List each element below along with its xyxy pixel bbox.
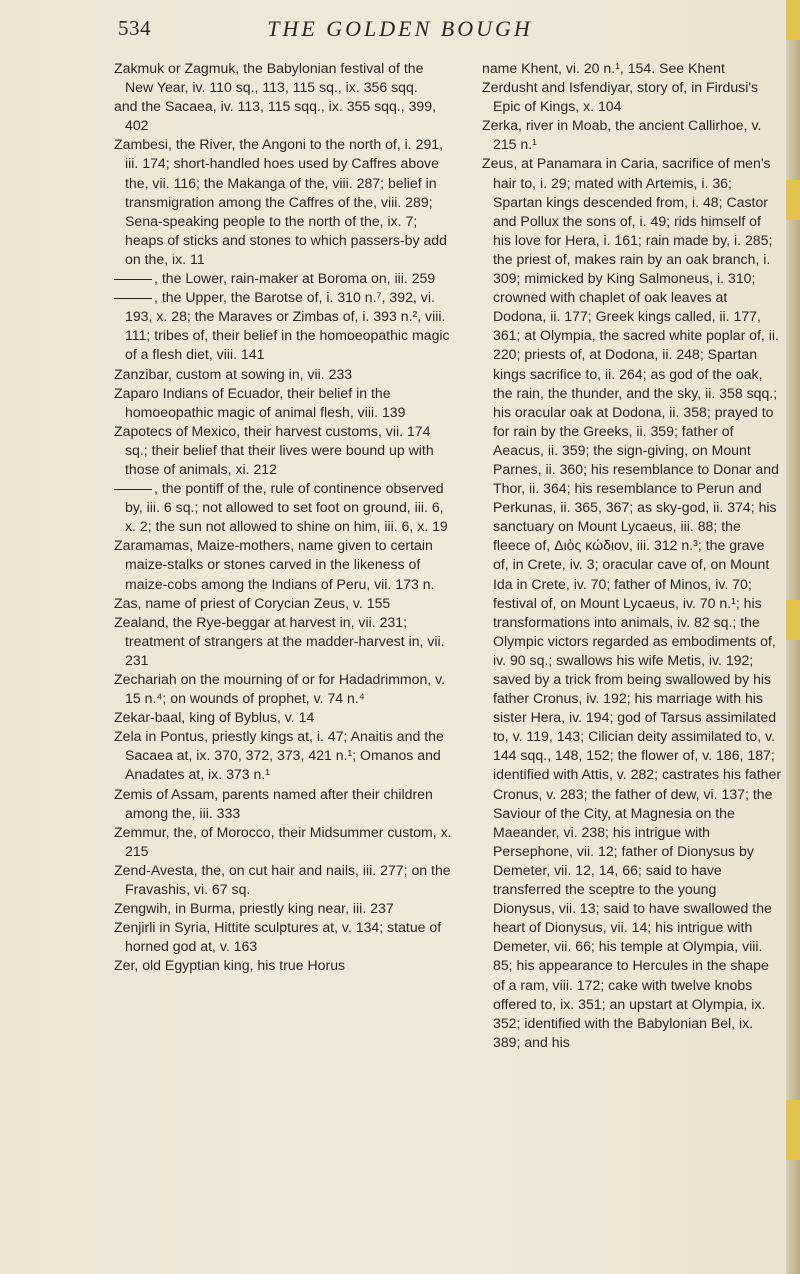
page-edge <box>786 0 800 1274</box>
index-entry-text: Zeus, at Panamara in Caria, sacrifice of men's hair to, i. 29; mated with Artemis, i. 36; Spartan kings descended from, i. 48; Castor and Pollux the sons of, i. 49; rids himself of his love for Hera, i. 161; rain made by, i. 285; the priest of, makes rain by an oak branch, i. 309; mimicked by King Salmoneus, i. 310; crowned with chaplet of oak leaves at Dodona, ii. 177; Greek kings called, ii. 177, 361; at Olympia, the sacred white poplar of, ii. 220; priests of, at Dodona, ii. 248; Spartan kings sacrifice to, ii. 264; as god of the oak, the rain, the thunder, and the sky, ii. 358 sqq.; his oracular oak at Dodona, ii. 358; prayed to for rain by the Greeks, ii. 359; father of Aeacus, ii. 359; the sign-giving, on Mount Parnes, ii. 360; his resemblance to Donar and Thor, ii. 364; his resemblance to Perun and Perkunas, ii. 365, 367; as sky-god, ii. 374; his sanctuary on Mount Lycaeus, iii. 88; the fleece of, Διὸς κώδιον, iii. 312 n.³; the grave of, in Crete, iv. 3; oracular cave of, on Mount Ida in Crete, iv. 70; father of Minos, iv. 70; festival of, on Mount Lycaeus, iv. 70 n.¹; his transformations into animals, iv. 82 sq.; the Olympic victors regarded as embodiments of, iv. 90 sq.; swallows his wife Metis, iv. 192; saved by a trick from being swallowed by his father Cronus, iv. 192; his marriage with his sister Hera, iv. 194; god of Tarsus assimilated to, v. 119, 143; Cilician deity assimilated to, v. 144 sqq., 148, 152; the flower of, v. 186, 187; identified with Attis, v. 282; castrates his father Cronus, v. 283; the father of dew, vi. 137; the Saviour of the City, at Magnesia on the Maeander, vi. 238; his intrigue with Persephone, vii. 12; father of Dionysus by Demeter, vii. 12, 14, 66; said to have transferred the sceptre to the young Dionysus, vii. 13; said to have swallowed the heart of Dionysus, vii. 14; his intrigue with Demeter, vii. 66; his temple at Olympia, viii. 85; his appearance to Hercules in the shape of a ram, viii. 172; cake with twelve knobs offered to, ix. 351; an upstart at Olympia, ix. 352; identified with the Babylonian Bel, ix. 389; and his <box>482 155 782 1050</box>
index-entry-text: Zambesi, the River, the Angoni to the north of, i. 291, iii. 174; short-handled hoes used by Caffres above the, vii. 116; the Makanga of the, viii. 287; belief in transmigration among the Caffres of the, viii. 289; Sena-speaking people to the north of the, ix. 7; heaps of sticks and stones to which passers-by add on the, ix. 11 <box>114 136 447 267</box>
index-entry <box>482 116 782 154</box>
index-entry <box>114 823 452 861</box>
index-entry <box>482 154 782 1051</box>
index-entry-text: Zerka, river in Moab, the ancient Callirhoe, v. 215 n.¹ <box>482 117 762 153</box>
index-entry-text: Zela in Pontus, priestly kings at, i. 47; Anaitis and the Sacaea at, ix. 370, 372, 373, 421 n.¹; Omanos and Anadates at, ix. 373 n.¹ <box>114 728 444 783</box>
index-entry-text: Zapotecs of Mexico, their harvest customs, vii. 174 sq.; their belief that their lives were bound up with those of animals, xi. 212 <box>114 422 434 477</box>
index-entry <box>114 594 452 613</box>
running-title: THE GOLDEN BOUGH <box>267 16 533 41</box>
index-entry <box>114 97 452 135</box>
index-entry <box>114 613 452 670</box>
index-entry-text: Zealand, the Rye-beggar at harvest in, vii. 231; treatment of strangers at the madder-harvest in, vii. 231 <box>114 613 445 668</box>
index-entry <box>114 384 452 422</box>
index-entry <box>114 536 452 593</box>
page-number: 534 <box>118 16 151 40</box>
index-entry-text: Zechariah on the mourning of or for Hadadrimmon, v. 15 n.⁴; on wounds of prophet, v. 74 n.⁴ <box>114 671 446 707</box>
index-entry <box>114 899 452 918</box>
index-entry <box>482 78 782 116</box>
index-entry <box>114 135 452 269</box>
index-entry-text: Zengwih, in Burma, priestly king near, iii. 237 <box>114 900 394 917</box>
index-column-left <box>114 59 452 976</box>
index-entry <box>114 365 452 384</box>
edge-tab-4 <box>786 1100 800 1160</box>
index-column-right <box>482 59 782 1052</box>
index-entry <box>114 861 452 899</box>
repeat-dash <box>114 298 152 299</box>
index-entry-text: Zakmuk or Zagmuk, the Babylonian festival of the New Year, iv. 110 sq., 113, 115 sq., ix. 356 sqq. <box>114 60 424 96</box>
index-entry <box>114 269 452 288</box>
index-entry-text: Zaparo Indians of Ecuador, their belief in the homoeopathic magic of animal flesh, viii. 139 <box>114 384 406 420</box>
page-header <box>0 16 800 46</box>
index-entry-text: Zemis of Assam, parents named after their children among the, iii. 333 <box>114 785 433 821</box>
index-entry <box>114 708 452 727</box>
index-entry-text: , the Upper, the Barotse of, i. 310 n.⁷, 392, vi. 193, x. 28; the Maraves or Zimbas of, i. 393 n.², viii. 111; tribes of, their belief in the homoeopathic magic of a flesh diet, viii. 141 <box>125 289 450 363</box>
index-entry-text: Zer, old Egyptian king, his true Horus <box>114 957 346 974</box>
index-entry-text: Zas, name of priest of Corycian Zeus, v. 155 <box>114 594 391 611</box>
index-entry <box>482 59 782 78</box>
index-entry <box>114 59 452 97</box>
repeat-dash <box>114 279 152 280</box>
edge-tab-3 <box>786 600 800 640</box>
index-entry <box>114 956 452 975</box>
repeat-dash <box>114 489 152 490</box>
index-entry-text: and the Sacaea, iv. 113, 115 sqq., ix. 355 sqq., 399, 402 <box>114 98 437 134</box>
index-entry <box>114 727 452 784</box>
index-entry <box>114 422 452 479</box>
index-entry <box>114 670 452 708</box>
index-entry <box>114 479 452 536</box>
index-entry-text: Zerdusht and Isfendiyar, story of, in Firdusi's Epic of Kings, x. 104 <box>482 79 759 115</box>
index-entry <box>114 288 452 364</box>
index-entry-text: Zanzibar, custom at sowing in, vii. 233 <box>114 365 353 382</box>
index-entry-text: , the pontiff of the, rule of continence observed by, iii. 6 sq.; not allowed to set foot on ground, iii. 6, x. 2; the sun not allowed to shine on him, iii. 6, x. 19 <box>125 480 448 535</box>
edge-tab-1 <box>786 0 800 40</box>
index-entry <box>114 918 452 956</box>
index-entry-text: Zemmur, the, of Morocco, their Midsummer custom, x. 215 <box>114 823 452 859</box>
index-entry-text: Zekar-baal, king of Byblus, v. 14 <box>114 709 315 726</box>
index-entry-text: , the Lower, rain-maker at Boroma on, iii. 259 <box>154 270 436 287</box>
index-entry <box>114 785 452 823</box>
index-entry-text: Zaramamas, Maize-mothers, name given to certain maize-stalks or stones carved in the likeness of maize-cobs among the Indians of Peru, vii. 173 n. <box>114 537 435 592</box>
index-entry-text: Zenjirli in Syria, Hittite sculptures at, v. 134; statue of horned god at, v. 163 <box>114 919 442 955</box>
edge-tab-2 <box>786 180 800 220</box>
index-entry-text: name Khent, vi. 20 n.¹, 154. See Khent <box>482 60 725 76</box>
index-entry-text: Zend-Avesta, the, on cut hair and nails, iii. 277; on the Fravashis, vi. 67 sq. <box>114 861 451 898</box>
